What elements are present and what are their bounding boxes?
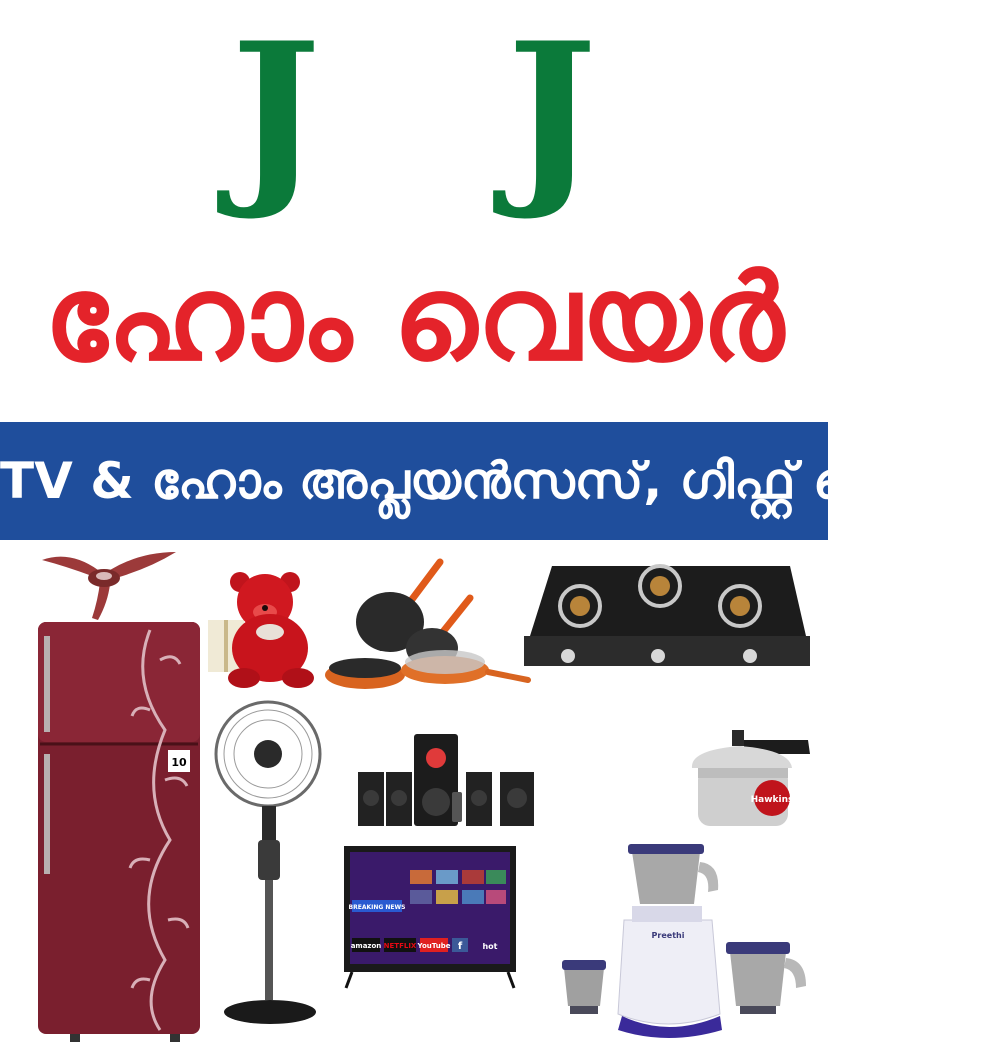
teddy-bear-image [208, 572, 314, 688]
tv-app-netflix: NETFLIX [383, 942, 417, 950]
tv-hot-label: hot [482, 942, 498, 951]
pressure-cooker-image [692, 730, 810, 826]
brand-logo: J J [231, 1, 657, 224]
ceiling-fan-image [42, 552, 176, 620]
tv-breaking-label: BREAKING NEWS [348, 904, 406, 911]
pedestal-fan-image [216, 702, 320, 1024]
gas-stove-image [524, 566, 810, 666]
mixer-brand-label: Preethi [651, 931, 685, 940]
product-showcase [0, 540, 828, 1044]
fridge-rating-label: 10 [171, 756, 187, 769]
cooker-brand-label: Hawkins [750, 795, 794, 805]
tv-image [344, 846, 516, 988]
shop-title: ഹോം വെയർ [44, 249, 784, 387]
speaker-system-image [358, 734, 534, 826]
tv-amazon-label: amazon [350, 942, 382, 950]
tv-app-facebook: f [457, 941, 463, 952]
mixer-grinder-image [562, 844, 806, 1038]
refrigerator-image [38, 622, 200, 1042]
tagline-banner [0, 422, 998, 540]
tv-app-youtube: YouTube [417, 942, 451, 950]
tagline-text: TV & ഹോം അപ്ലയൻസസ്, ഗിഫ്റ്റ് സെന്റർ [0, 452, 998, 510]
cookware-set-image [325, 562, 528, 689]
